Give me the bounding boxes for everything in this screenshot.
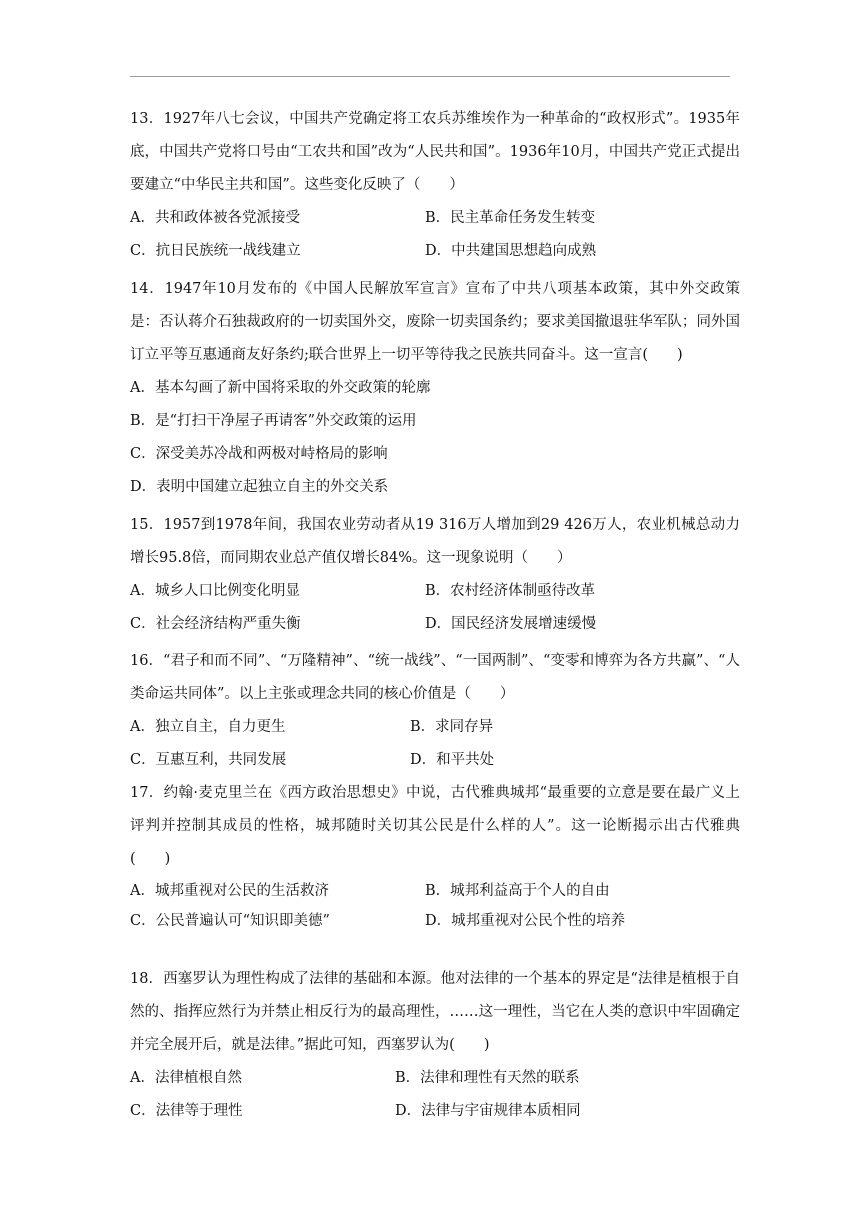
option-d: D．和平共处 <box>410 752 495 768</box>
option-b: B．农村经济体制亟待改革 <box>425 583 596 599</box>
option-a: A．城乡人口比例变化明显 <box>130 583 300 599</box>
option-d: D．表明中国建立起独立自主的外交关系 <box>130 479 389 495</box>
option-a: A．城邦重视对公民的生活救济 <box>130 882 329 899</box>
option-b: B．求同存异 <box>410 719 494 735</box>
question-18 <box>130 963 740 1128</box>
option-d: D．国民经济发展增速缓慢 <box>425 616 597 632</box>
option-a: A．法律植根自然 <box>130 1070 242 1086</box>
option-c: C．社会经济结构严重失衡 <box>130 616 301 632</box>
question-15 <box>130 509 740 641</box>
header-rule <box>130 76 730 77</box>
option-b: B．是“打扫干净屋子再请客”外交政策的运用 <box>130 413 417 429</box>
question-16 <box>130 645 740 777</box>
question-13 <box>130 103 740 268</box>
question-stem: 15．1957到1978年间，我国农业劳动者从19 316万人增加到29 426万人，农业机械总动力增长95.8倍，而同期农业总产值仅增长84%。这一现象说明（ ） <box>130 517 740 566</box>
question-stem: 16．“君子和而不同”、“万隆精神”、“统一战线”、“一国两制”、“变零和博弈为各方共赢”、“人类命运共同体”。以上主张或理念共同的核心价值是（ ） <box>130 653 740 702</box>
option-a: A．基本勾画了新中国将采取的外交政策的轮廓 <box>130 380 431 396</box>
option-d: D．法律与宇宙规律本质相同 <box>395 1103 581 1119</box>
option-a: A．独立自主，自力更生 <box>130 719 286 735</box>
option-b: B．民主革命任务发生转变 <box>425 210 596 226</box>
option-c: C．抗日民族统一战线建立 <box>130 243 301 259</box>
question-stem: 13．1927年八七会议，中国共产党确定将工农兵苏维埃作为一种革命的“政权形式”。1935年底，中国共产党将口号由“工农共和国”改为“人民共和国”。1936年10月，中国共产党正式提出要建立“中华民主共和国”。这些变化反映了（ ） <box>130 111 740 193</box>
option-d: D．中共建国思想趋向成熟 <box>425 243 597 259</box>
question-stem: 17．约翰·麦克里兰在《西方政治思想史》中说，古代雅典城邦“最重要的立意是要在最广义上评判并控制其成员的性格，城邦随时关切其公民是什么样的人”。这一论断揭示出古代雅典( ) <box>130 785 740 867</box>
option-b: B．城邦利益高于个人的自由 <box>425 882 610 899</box>
option-c: C．法律等于理性 <box>130 1103 243 1119</box>
question-stem: 14．1947年10月发布的《中国人民解放军宣言》宣布了中共八项基本政策，其中外交政策是：否认蒋介石独裁政府的一切卖国外交，废除一切卖国条约；要求美国撤退驻华军队；同外国订立平等互惠通商友好条约;联合世界上一切平等待我之民族共同奋斗。这一宣言( ) <box>130 281 740 363</box>
option-c: C．深受美苏冷战和两极对峙格局的影响 <box>130 446 388 462</box>
option-c: C．互惠互利，共同发展 <box>130 752 287 768</box>
option-d: D．城邦重视对公民个性的培养 <box>425 912 626 929</box>
option-c: C．公民普遍认可“知识即美德” <box>130 912 330 929</box>
option-b: B．法律和理性有天然的联系 <box>395 1070 580 1086</box>
question-14 <box>130 273 740 504</box>
question-17 <box>130 777 740 936</box>
option-a: A．共和政体被各党派接受 <box>130 210 300 226</box>
question-stem: 18．西塞罗认为理性构成了法律的基础和本源。他对法律的一个基本的界定是“法律是植根于自然的、指挥应然行为并禁止相反行为的最高理性，……这一理性，当它在人类的意识中牢固确定并完全展开后，就是法律。”据此可知，西塞罗认为( ) <box>130 971 740 1053</box>
